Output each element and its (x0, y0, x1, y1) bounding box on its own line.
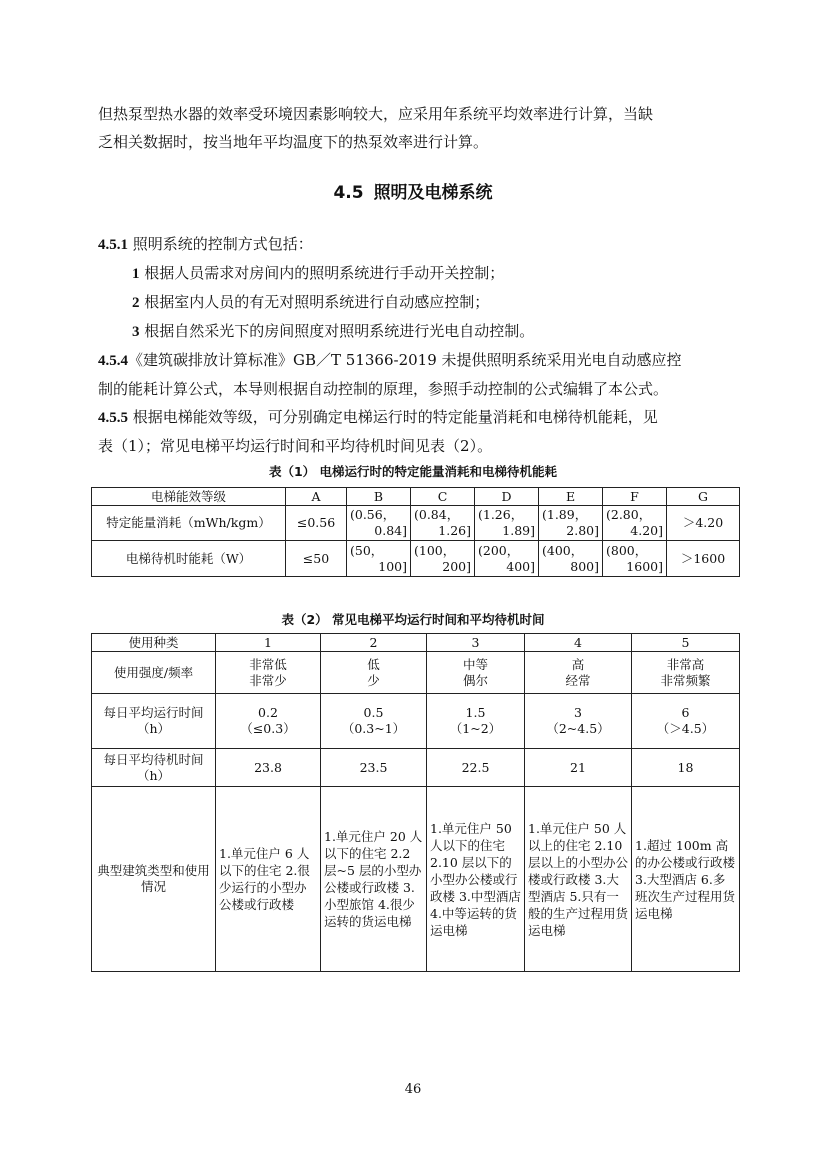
clause-4-5-5-cont: 表（1）；常见电梯平均运行时间和平均待机时间见表（2）。 (98, 437, 493, 455)
row-label: 特定能量消耗（mWh/kgm） (92, 506, 286, 541)
header-cell: E (539, 488, 603, 506)
clause-text: 根据电梯能效等级，可分别确定电梯运行时的特定能量消耗和电梯待机能耗，见 (132, 408, 658, 426)
header-cell: B (347, 488, 411, 506)
intro-paragraph (98, 100, 730, 156)
table-cell: (0.84， 1.26] (411, 506, 475, 541)
item-number: 1 (132, 266, 140, 282)
header-cell: 2 (321, 634, 427, 652)
clause-4-5-4 (98, 346, 730, 375)
table-cell: 23.5 (321, 749, 427, 787)
row-label: 使用强度/频率 (92, 652, 216, 694)
table1-caption: 表（1） 电梯运行时的特定能量消耗和电梯待机能耗 (268, 464, 558, 479)
table-header-row (92, 488, 740, 506)
table-cell: 中等 偶尔 (427, 652, 525, 694)
table-cell: 6 （＞4.5） (632, 694, 740, 749)
item-number: 2 (132, 295, 140, 311)
table-row (92, 787, 740, 972)
header-cell: D (475, 488, 539, 506)
clause-number: 4.5.5 (98, 410, 128, 426)
table-cell: 3 （2~4.5） (525, 694, 632, 749)
clause-4-5-4-cont: 制的能耗计算公式，本导则根据自动控制的原理，参照手动控制的公式编辑了本公式。 (98, 380, 669, 398)
table-row (92, 694, 740, 749)
clause-text: 《建筑碳排放计算标准》GB／T 51366-2019 未提供照明系统采用光电自动感应控 (128, 351, 682, 369)
header-cell: G (667, 488, 740, 506)
table-cell: 高 经常 (525, 652, 632, 694)
table-cell: ≤50 (286, 541, 347, 577)
table-cell: (1.26， 1.89] (475, 506, 539, 541)
intro-line-1: 但热泵型热水器的效率受环境因素影响较大，应采用年系统平均效率进行计算，当缺 (98, 105, 654, 123)
header-cell: 电梯能效等级 (92, 488, 286, 506)
table-cell: (100， 200] (411, 541, 475, 577)
list-item (98, 259, 730, 288)
clause-text: 照明系统的控制方式包括： (132, 235, 313, 253)
clause-number: 4.5.1 (98, 237, 128, 253)
table-cell: 非常高 非常频繁 (632, 652, 740, 694)
list-item (98, 288, 730, 317)
table-cell: ＞1600 (667, 541, 740, 577)
table-cell: (0.56， 0.84] (347, 506, 411, 541)
table-header-row (92, 634, 740, 652)
row-label: 每日平均待机时间（h） (92, 749, 216, 787)
section-heading (0, 178, 826, 203)
table-cell: 22.5 (427, 749, 525, 787)
table-cell: (50， 100] (347, 541, 411, 577)
header-cell: C (411, 488, 475, 506)
row-label: 典型建筑类型和使用情况 (92, 787, 216, 972)
energy-table (91, 487, 740, 577)
table-cell: 1.单元住户 50 人以下的住宅 2.10 层以下的小型办公楼或行政楼 3.中型酒店 4.中等运转的货运电梯 (427, 787, 525, 972)
table-cell: (800， 1600] (603, 541, 667, 577)
table-row (92, 749, 740, 787)
table2-caption: 表（2） 常见电梯平均运行时间和平均待机时间 (281, 612, 545, 627)
header-cell: 3 (427, 634, 525, 652)
header-cell: 使用种类 (92, 634, 216, 652)
table-cell: 非常低 非常少 (216, 652, 321, 694)
item-text: 根据自然采光下的房间照度对照明系统进行光电自动控制。 (144, 322, 535, 340)
header-cell: 5 (632, 634, 740, 652)
list-item (98, 317, 730, 346)
header-cell: F (603, 488, 667, 506)
table-cell: 1.5 （1~2） (427, 694, 525, 749)
table-row (92, 541, 740, 577)
table-cell: 0.5 （0.3~1） (321, 694, 427, 749)
table-cell: 1.单元住户 6 人以下的住宅 2.很少运行的小型办公楼或行政楼 (216, 787, 321, 972)
table-cell: (1.89， 2.80] (539, 506, 603, 541)
page-number: 46 (404, 1082, 422, 1097)
clauses-block (98, 230, 730, 460)
table-cell: 1.超过 100m 高的办公楼或行政楼 3.大型酒店 6.多班次生产过程用货运电梯 (632, 787, 740, 972)
intro-line-2: 乏相关数据时，按当地年平均温度下的热泵效率进行计算。 (98, 133, 489, 151)
header-cell: A (286, 488, 347, 506)
table-cell: 低 少 (321, 652, 427, 694)
row-label: 每日平均运行时间（h） (92, 694, 216, 749)
table-cell: 18 (632, 749, 740, 787)
usage-table (91, 633, 740, 972)
section-title: 照明及电梯系统 (373, 183, 493, 203)
table-row (92, 652, 740, 694)
table-cell: 0.2 （≤0.3） (216, 694, 321, 749)
row-label: 电梯待机时能耗（W） (92, 541, 286, 577)
clause-number: 4.5.4 (98, 353, 128, 369)
table-cell: (400， 800] (539, 541, 603, 577)
header-cell: 4 (525, 634, 632, 652)
table-cell: 1.单元住户 20 人以下的住宅 2.2 层~5 层的小型办公楼或行政楼 3.小型旅馆 4.很少运转的货运电梯 (321, 787, 427, 972)
item-number: 3 (132, 324, 140, 340)
table-cell: 1.单元住户 50 人以上的住宅 2.10 层以上的小型办公楼或行政楼 3.大型酒店 5.只有一般的生产过程用货运电梯 (525, 787, 632, 972)
table-cell: (200， 400] (475, 541, 539, 577)
table-cell: ＞4.20 (667, 506, 740, 541)
table-cell: 21 (525, 749, 632, 787)
item-text: 根据室内人员的有无对照明系统进行自动感应控制； (144, 293, 490, 311)
clause-4-5-1 (98, 230, 730, 259)
section-number: 4.5 (333, 183, 364, 203)
clause-4-5-5 (98, 403, 730, 432)
table-row (92, 506, 740, 541)
table-cell: 23.8 (216, 749, 321, 787)
header-cell: 1 (216, 634, 321, 652)
item-text: 根据人员需求对房间内的照明系统进行手动开关控制； (144, 264, 505, 282)
table-cell: (2.80， 4.20] (603, 506, 667, 541)
table-cell: ≤0.56 (286, 506, 347, 541)
